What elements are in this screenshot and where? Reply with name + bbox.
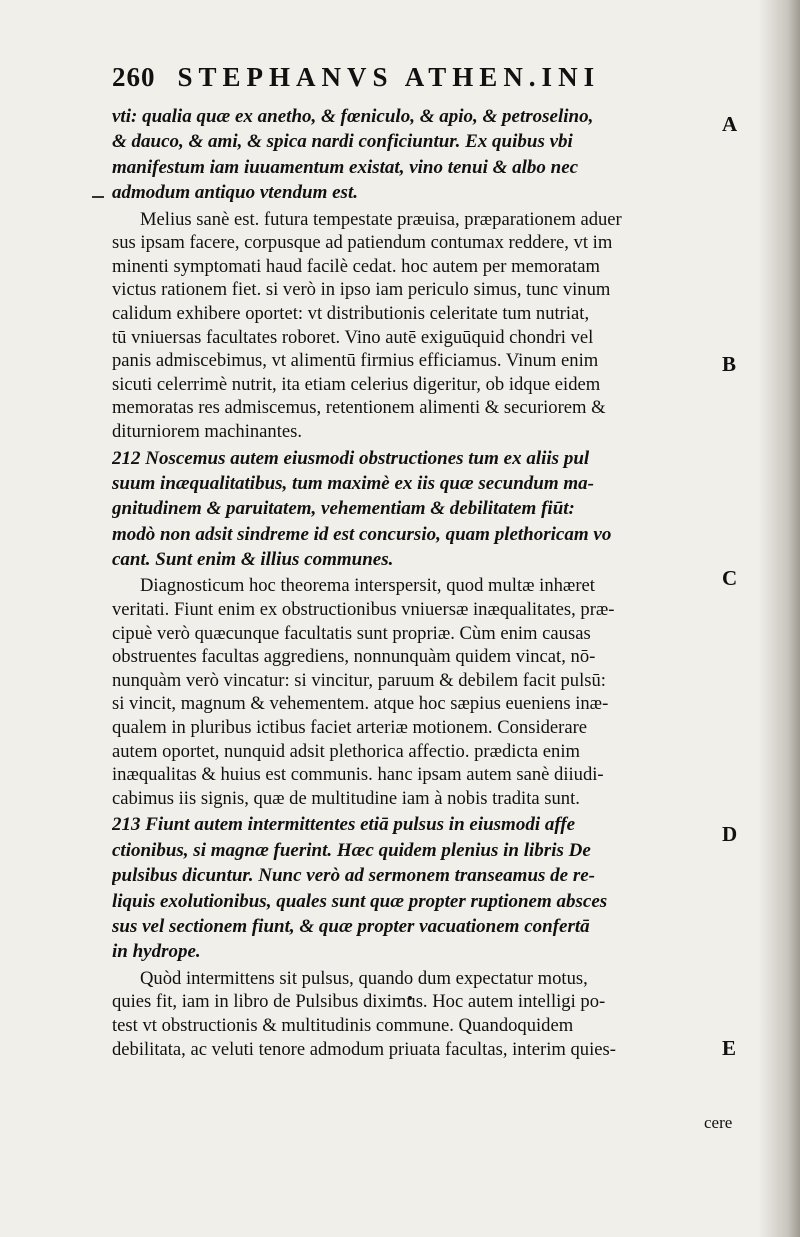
text-line: sus ipsam facere, corpusque ad patiendum contumax reddere, vt im <box>112 232 613 254</box>
text-line: admodum antiquo vtendum est. <box>112 182 358 204</box>
text-line: si vincit, magnum & vehementem. atque hoc sæpius eueniens inæ- <box>112 693 609 715</box>
text-line: test vt obstructionis & multitudinis commune. Quandoquidem <box>112 1014 574 1036</box>
italic-passage <box>112 446 724 573</box>
text-line: obstruentes facultas aggrediens, nonnunquàm quidem vincat, nō- <box>112 646 596 668</box>
text-line: modò non adsit sindreme id est concursio, quam plethoricam vo <box>112 523 612 545</box>
text-line: autem oportet, nunquid adsit plethorica affectio. prædicta enim <box>112 740 580 762</box>
text-line: qualem in pluribus ictibus faciet arteriæ motionem. Considerare <box>112 717 588 739</box>
text-line: quies fit, iam in libro de Pulsibus diximus. Hoc autem intelligi po- <box>112 991 606 1013</box>
margin-letter-d: D <box>722 822 738 846</box>
running-head: STEPHANVS ATHEN.INI <box>177 62 601 92</box>
text-line: liquis exolutionibus, quales sunt quæ propter ruptionem absces <box>112 890 608 912</box>
text-line: debilitata, ac veluti tenore admodum priuata facultas, interim quies- <box>112 1038 616 1060</box>
italic-passage <box>112 812 724 964</box>
text-line: ctionibus, si magnæ fuerint. Hæc quidem plenius in libris De <box>112 839 591 861</box>
text-line: manifestum iam iuuamentum existat, vino tenui & albo nec <box>112 156 579 178</box>
commentary-paragraph <box>112 967 724 1061</box>
margin-letter-b: B <box>722 352 737 376</box>
text-line: pulsibus dicuntur. Nunc verò ad sermonem transeamus de re- <box>112 865 595 887</box>
margin-letter-e: E <box>722 1036 737 1060</box>
text-line: 213 Fiunt autem intermittentes etiā pulsus in eiusmodi affe <box>112 814 576 836</box>
text-line: sicuti celerrimè nutrit, ita etiam celerius digeritur, ob idque eidem <box>112 373 601 395</box>
page-header <box>112 62 672 102</box>
text-line: veritati. Fiunt enim ex obstructionibus vniuersæ inæqualitates, præ- <box>112 599 615 621</box>
text-line: vti: qualia quæ ex anetho, & fœniculo, & apio, & petroselino, <box>112 106 594 127</box>
text-line: panis admiscebimus, vt alimentū firmius efficiamus. Vinum enim <box>112 350 599 372</box>
text-line: in hydrope. <box>112 941 201 963</box>
margin-mark <box>92 196 104 198</box>
text-line: gnitudinem & paruitatem, vehementiam & debilitatem fiūt: <box>112 498 575 520</box>
text-line: memoratas res admiscemus, retentionem alimenti & securiorem & <box>112 397 606 419</box>
text-line: 212 Noscemus autem eiusmodi obstructiones tum ex aliis pul <box>112 447 590 469</box>
text-line: Diagnosticum hoc theorema interspersit, quod multæ inhæret <box>140 575 595 597</box>
text-line: cipuè verò quæcunque facultatis sunt propriæ. Cùm enim causas <box>112 622 591 644</box>
text-line: sus vel sectionem fiunt, & quæ propter vacuationem confertā <box>112 915 590 937</box>
text-line: cabimus iis signis, quæ de multitudine iam à nobis tradita sunt. <box>112 787 580 809</box>
commentary-paragraph <box>112 574 724 810</box>
text-line: victus rationem fiet. si verò in ipso iam periculo simus, tunc vinum <box>112 279 611 301</box>
margin-letter-c: C <box>722 566 738 590</box>
italic-passage <box>112 104 724 206</box>
text-line: inæqualitas & huius est communis. hanc ipsam autem sanè diiudi- <box>112 764 604 786</box>
margin-letter-a: A <box>722 112 738 136</box>
page-gutter-shadow <box>758 0 800 1237</box>
page-number: 260 <box>112 62 156 92</box>
text-line: Melius sanè est. futura tempestate præuisa, præparationem aduer <box>140 208 622 230</box>
text-line: cant. Sunt enim & illius communes. <box>112 549 394 571</box>
text-line: nunquàm verò vincatur: si vincitur, paruum & debilem facit pulsū: <box>112 669 606 691</box>
text-line: Quòd intermittens sit pulsus, quando dum expectatur motus, <box>140 967 588 989</box>
catchword: cere <box>704 1113 733 1132</box>
text-line: diturniorem machinantes. <box>112 420 303 442</box>
text-line: tū vniuersas facultates roboret. Vino autē exiguūquid chondri vel <box>112 326 594 348</box>
commentary-paragraph <box>112 208 724 444</box>
text-line: & dauco, & ami, & spica nardi conficiuntur. Ex quibus vbi <box>112 131 573 153</box>
text-line: minenti symptomati haud facilè cedat. hoc autem per memoratam <box>112 255 600 277</box>
text-line: calidum exhibere oportet: vt distributionis celeritate tum nutriat, <box>112 302 590 324</box>
text-body <box>112 104 724 1063</box>
text-line: suum inæqualitatibus, tum maximè ex iis quæ secundum ma- <box>112 472 594 494</box>
